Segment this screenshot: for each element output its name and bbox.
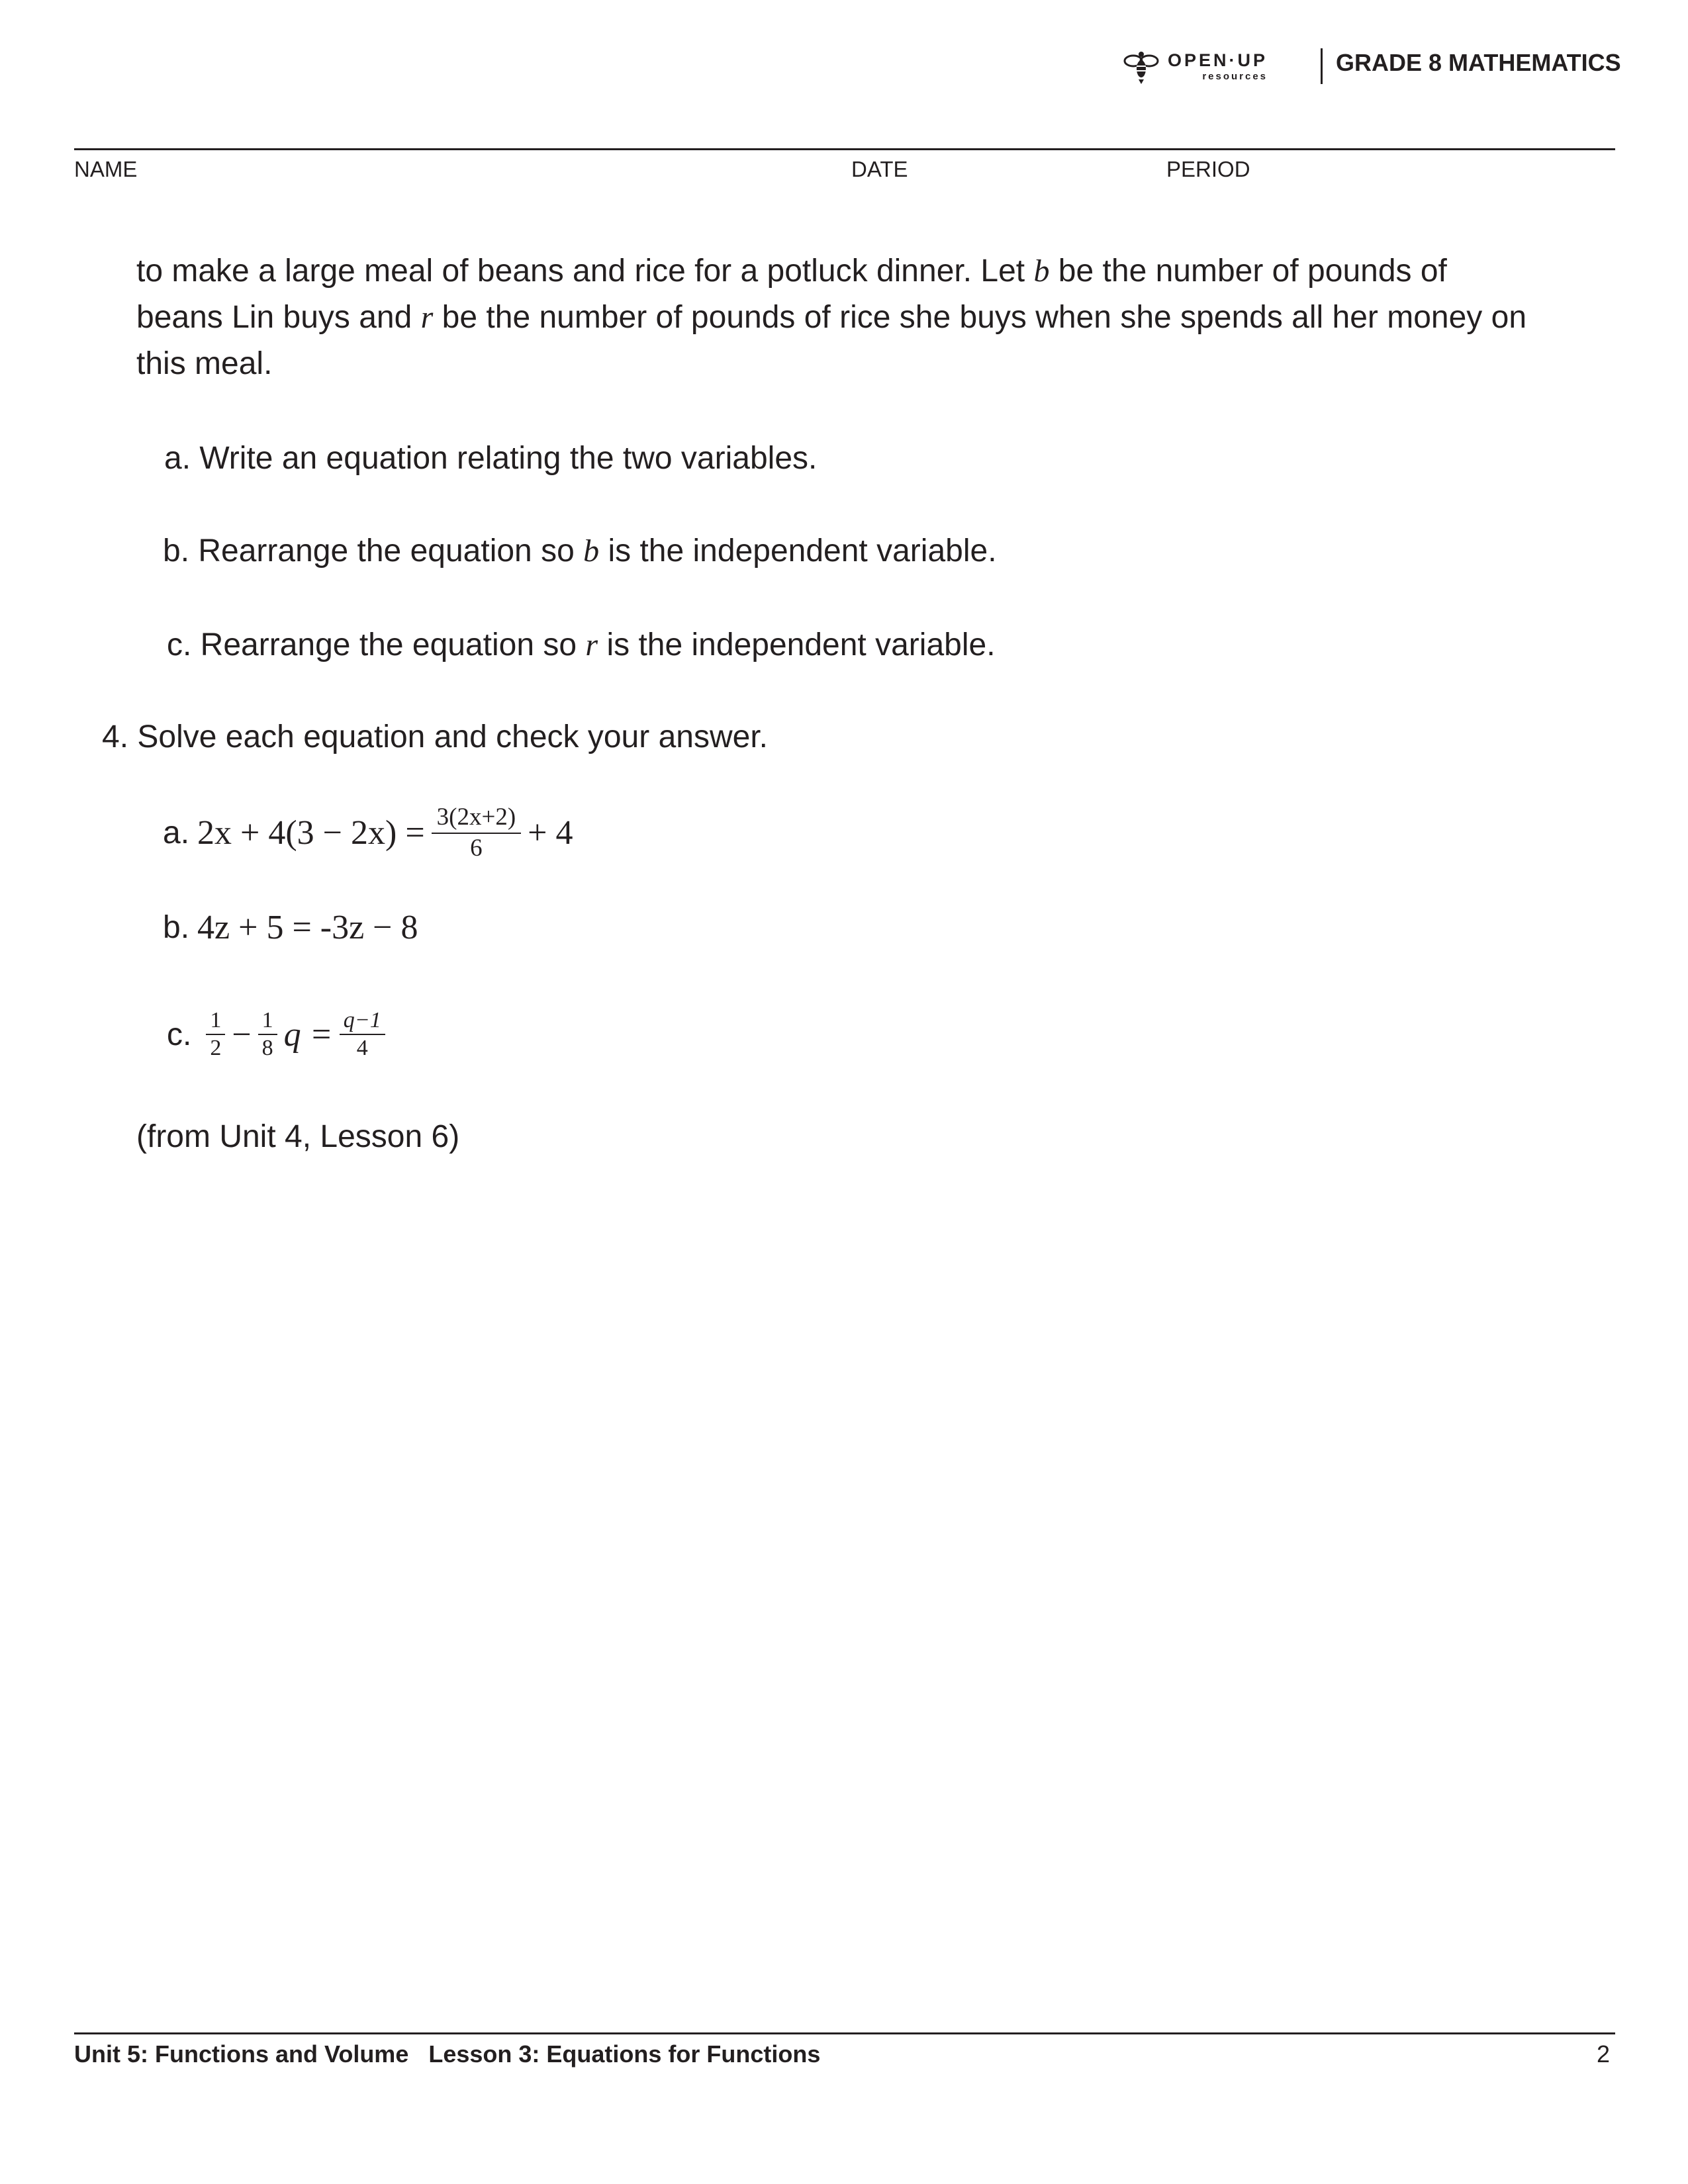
problem-3-line-1: to make a large meal of beans and rice for a potluck dinner. Let b be the number of pounds of (136, 253, 1447, 289)
name-field-label: NAME (74, 157, 138, 181)
equation-lhs: 2x + 4(3 − 2x) = (197, 813, 425, 852)
variable-b: b (1033, 253, 1050, 289)
problem-4-part-c: c. $\frac{1}{2}$ − $\frac{1}{8}$ q = $\frac{q-1}{4}$ (167, 1007, 392, 1062)
logo-tagline: resources (1202, 70, 1268, 82)
publisher-logo (1121, 46, 1268, 86)
footer-unit: Unit 5: Functions and Volume (74, 2040, 409, 2068)
problem-4-prompt: 4. Solve each equation and check your answer. (102, 719, 768, 754)
footer-rule (74, 2032, 1615, 2034)
logo-name: OPEN·UP (1168, 50, 1268, 70)
problem-4-part-b: b. 4z + 5 = -3z − 8 (163, 909, 418, 946)
page-number: 2 (1597, 2040, 1611, 2068)
name-rule (74, 148, 1615, 150)
equation: 4z + 5 = -3z − 8 (197, 909, 418, 946)
problem-3-part-a: a. Write an equation relating the two variables. (164, 441, 818, 476)
source-reference: (from Unit 4, Lesson 6) (136, 1119, 460, 1154)
fraction: $\frac{3(2x+2)}{6}$ (432, 802, 522, 863)
problem-3-part-c: c. Rearrange the equation so r is the independent variable. (167, 627, 996, 662)
fraction: $\frac{1}{2}$ (206, 1007, 225, 1062)
period-field-label: PERIOD (1166, 157, 1250, 181)
problem-3-text (136, 248, 1613, 387)
problem-3-line-3: this meal. (136, 346, 273, 381)
fraction: $\frac{q-1}{4}$ (340, 1007, 385, 1062)
footer-lesson: Lesson 3: Equations for Functions (428, 2040, 821, 2068)
fraction: $\frac{1}{8}$ (258, 1007, 277, 1062)
problem-3-line-2: beans Lin buys and r be the number of pounds of rice she buys when she spends all her money on (136, 300, 1527, 335)
date-field-label: DATE (851, 157, 908, 181)
footer-lesson-info (74, 2038, 820, 2071)
problem-3-part-b: b. Rearrange the equation so b is the independent variable. (163, 533, 997, 569)
bee-icon (1121, 46, 1161, 86)
header-divider (1321, 48, 1323, 84)
variable-r: r (420, 300, 434, 335)
problem-4-part-a: a. 2x + 4(3 − 2x) = $\frac{3(2x+2)}{6}$ + 4 (163, 803, 573, 862)
grade-title: GRADE 8 MATHEMATICS (1336, 49, 1621, 76)
